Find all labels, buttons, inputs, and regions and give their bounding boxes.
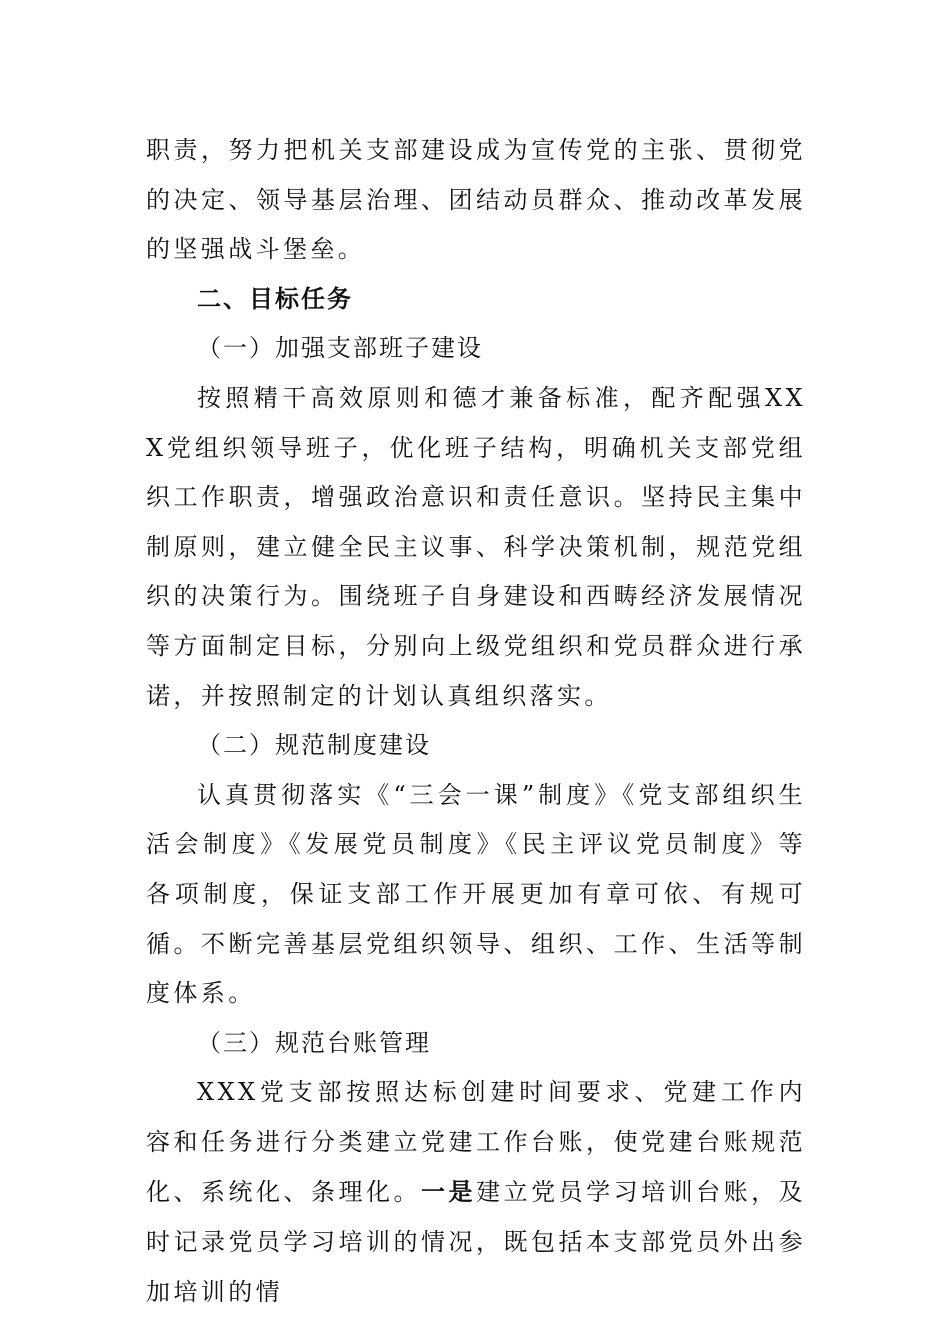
paragraph-ledger-management — [146, 1068, 806, 1317]
section-heading-objectives: 二、目标任务 — [197, 284, 353, 313]
subheading-ledger-management: （三）规范台账管理 — [197, 1028, 431, 1057]
document-body — [146, 126, 806, 1317]
paragraph-team-building: 按照精干高效原则和德才兼备标准，配齐配强XXX党组织领导班子，优化班子结构，明确机关支部党组织工作职责，增强政治意识和责任意识。坚持民主集中制原则，建立健全民主议事、科学决策机制，规范党组织的决策行为。围绕班子自身建设和西畴经济发展情况等方面制定目标，分别向上级党组织和党员群众进行承诺，并按照制定的计划认真组织落实。 — [146, 383, 806, 710]
paragraph-continuation: 职责，努力把机关支部建设成为宣传党的主张、贯彻党的决定、领导基层治理、团结动员群众、推动改革发展的坚强战斗堡垒。 — [146, 136, 806, 264]
ledger-bold-first: 一是 — [421, 1177, 477, 1207]
subheading-system-building: （二）规范制度建设 — [197, 731, 431, 760]
ledger-text-part2: 建立党员学习培训台账，及时记录党员学习培训的情况，既包括本支部党员外出参加培训的情 — [146, 1178, 806, 1306]
subheading-team-building: （一）加强支部班子建设 — [197, 334, 483, 363]
ledger-text-part1: XXX党支部按照达标创建时间要求、党建工作内容和任务进行分类建立党建工作台账，使党建台账规范化、系统化、条理化。 — [146, 1078, 806, 1207]
paragraph-system-building: 认真贯彻落实《“三会一课”制度》《党支部组织生活会制度》《发展党员制度》《民主评议党员制度》等各项制度，保证支部工作开展更加有章可依、有规可循。不断完善基层党组织领导、组织、工作、生活等制度体系。 — [146, 780, 806, 1008]
